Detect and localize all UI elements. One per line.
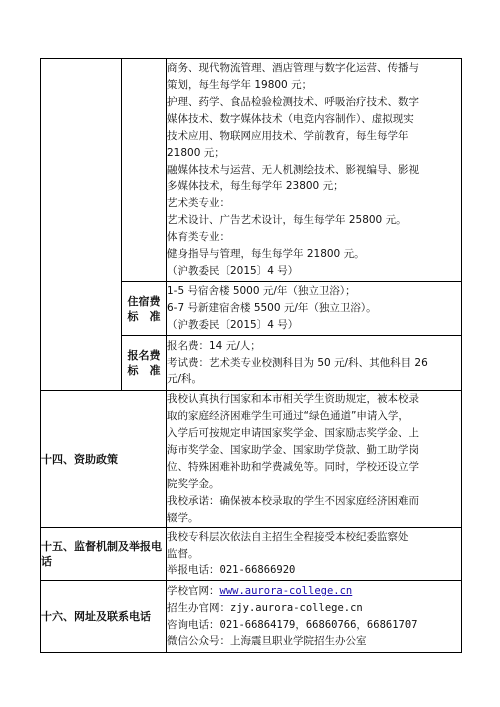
section16-row [41,581,462,653]
registration-text: 报名费：14 元/人； 考试费：艺术类专业校测科目为 50 元/科、其他科目 26 元/科。 [167,336,462,391]
section15-title: 十五、监督机制及举报电 话 [41,528,167,581]
accommodation-label: 住宿费 标 准 [122,282,167,336]
section16-text: 学校官网：www.aurora-college.cn 招生办官网：zjy.aurora-college.cn 咨询电话：021-66864179，66860766，66861707 微信公众号：上海震旦职业学院招生办公室 [167,581,462,653]
section14-text: 我校认真执行国家和本市相关学生资助规定，被本校录 取的家庭经济困难学生可通过“绿色通道”申请入学， 入学后可按规定申请国家奖学金、国家励志奖学金、上 海市奖学金、国家助学金、国家助学贷款、勤工助学岗 位、特殊困难补助和学费减免等。同时，学校还设立学 院奖学金。 我校承诺：确保被本校录取的学生不因家庭经济困难而 辍学。 [167,391,462,528]
tuition-label-cell [122,59,167,282]
accommodation-text: 1-5 号宿舍楼 5000 元/年（独立卫浴）； 6-7 号新建宿舍楼 5500 元/年（独立卫浴）。 （沪教委民〔2015〕4 号） [167,282,462,336]
section15-text: 我校专科层次依法自主招生全程接受本校纪委监察处 监督。 举报电话：021-66866920 [167,528,462,581]
section15-row [41,528,462,581]
section14-row [41,391,462,528]
fees-section-cell [41,59,122,391]
section16-title: 十六、网址及联系电话 [41,581,167,653]
registration-label: 报名费 标 准 [122,336,167,391]
website-link[interactable]: www.aurora-college.cn [219,584,353,597]
section14-title: 十四、资助政策 [41,391,167,528]
admissions-info-table [40,58,462,653]
tuition-text: 商务、现代物流管理、酒店管理与数字化运营、传播与 策划，每生每学年 19800 元； 护理、药学、食品检验检测技术、呼吸治疗技术、数字 媒体技术、数字媒体技术（电竞内容制作）、虚拟现实 技术应用、物联网应用技术、学前教育，每生每学年 21800 元； 融媒体技术与运营、无人机测绘技术、影视编导、影视 多媒体技术，每生每学年 23800 元； 艺术类专业： 艺术设计、广告艺术设计，每生每学年 25800 元。 体育类专业： 健身指导与管理，每生每学年 21800 元。 （沪教委民〔2015〕4 号） [167,59,462,282]
tuition-row [41,59,462,282]
